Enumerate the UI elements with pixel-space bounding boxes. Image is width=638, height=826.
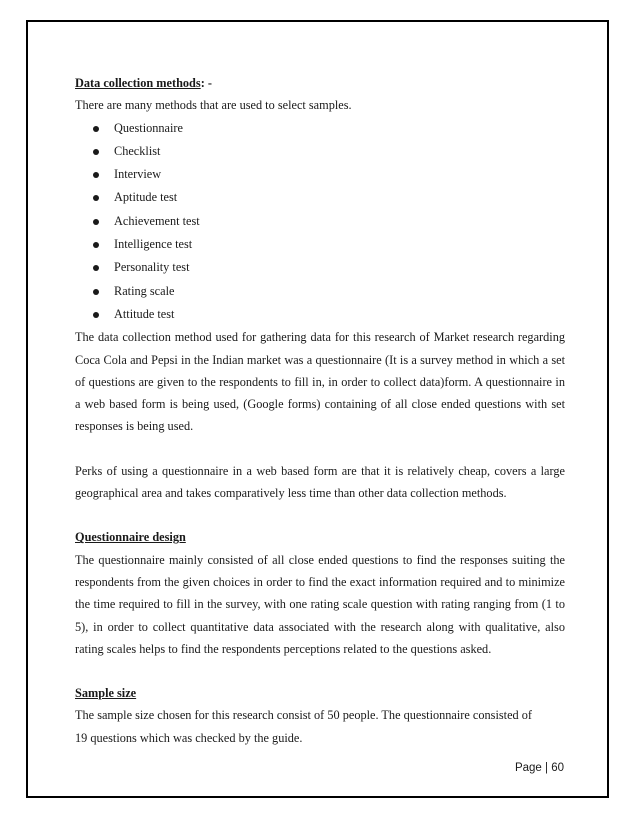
bullet-icon [93, 195, 99, 201]
questionnaire-design-heading-line [75, 526, 565, 548]
data-collection-paragraph: The data collection method used for gathering data for this research of Market research regarding Coca Cola and Pepsi in the Indian market was a questionnaire (It is a survey method in which a set of questions are given to the respondents to fill in, in order to collect data)form. A questionnaire in a web based form is being used, (Google forms) containing of all close ended questions with set responses is being used. [75, 330, 565, 434]
bullet-text: Intelligence test [114, 237, 193, 252]
sample-size-heading-line [75, 682, 565, 704]
sample-size-line-2: 19 questions which was checked by the guide. [75, 730, 303, 745]
paragraph-spacer [75, 504, 565, 526]
bullet-icon [93, 312, 99, 318]
bullet-item [88, 303, 565, 326]
bullet-icon [93, 172, 99, 178]
bullet-item [88, 233, 565, 256]
bullet-icon [93, 289, 99, 295]
paragraph-spacer [75, 438, 565, 460]
bullet-text: Aptitude test [114, 190, 178, 205]
bullet-text: Rating scale [114, 283, 175, 298]
bullet-text: Interview [114, 167, 162, 182]
bullet-item [88, 280, 565, 303]
bullet-text: Achievement test [114, 213, 200, 228]
page-content [75, 72, 565, 749]
questionnaire-design-paragraph: The questionnaire mainly consisted of all close ended questions to find the responses suiting the respondents from the given choices in order to find the exact information required and to minimize the time required to fill in the survey, with one rating scale question with rating ranging from (1 to 5), in order to collect quantitative data associated with the research along with qualitative, also rating scales helps to find the respondents perceptions related to the questions asked. [75, 552, 565, 656]
data-collection-heading: Data collection methods [75, 76, 201, 90]
bullet-text: Attitude test [114, 306, 175, 321]
sample-size-line-1: The sample size chosen for this research consist of 50 people. The questionnaire consisted of [75, 708, 533, 723]
bullet-item [88, 117, 565, 140]
bullet-text: Questionnaire [114, 120, 183, 135]
methods-bullet-list [75, 117, 565, 327]
bullet-icon [93, 265, 99, 271]
bullet-text: Checklist [114, 143, 161, 158]
data-collection-heading-line [75, 72, 565, 94]
sample-size-heading: Sample size [75, 686, 137, 701]
data-collection-heading-suffix: : - [200, 76, 212, 90]
bullet-icon [93, 242, 99, 248]
bullet-item [88, 210, 565, 233]
bullet-text: Personality test [114, 260, 190, 275]
data-collection-intro: There are many methods that are used to select samples. [75, 98, 352, 113]
bullet-item [88, 256, 565, 279]
bullet-icon [93, 219, 99, 225]
perks-paragraph: Perks of using a questionnaire in a web based form are that it is relatively cheap, covers a large geographical area and takes comparatively less time than other data collection methods. [75, 463, 565, 501]
paragraph-spacer [75, 660, 565, 682]
bullet-item [88, 140, 565, 163]
bullet-icon [93, 126, 99, 132]
bullet-item [88, 163, 565, 186]
page-number: Page | 60 [514, 762, 564, 774]
bullet-item [88, 186, 565, 209]
questionnaire-design-heading: Questionnaire design [75, 530, 186, 545]
bullet-icon [93, 149, 99, 155]
